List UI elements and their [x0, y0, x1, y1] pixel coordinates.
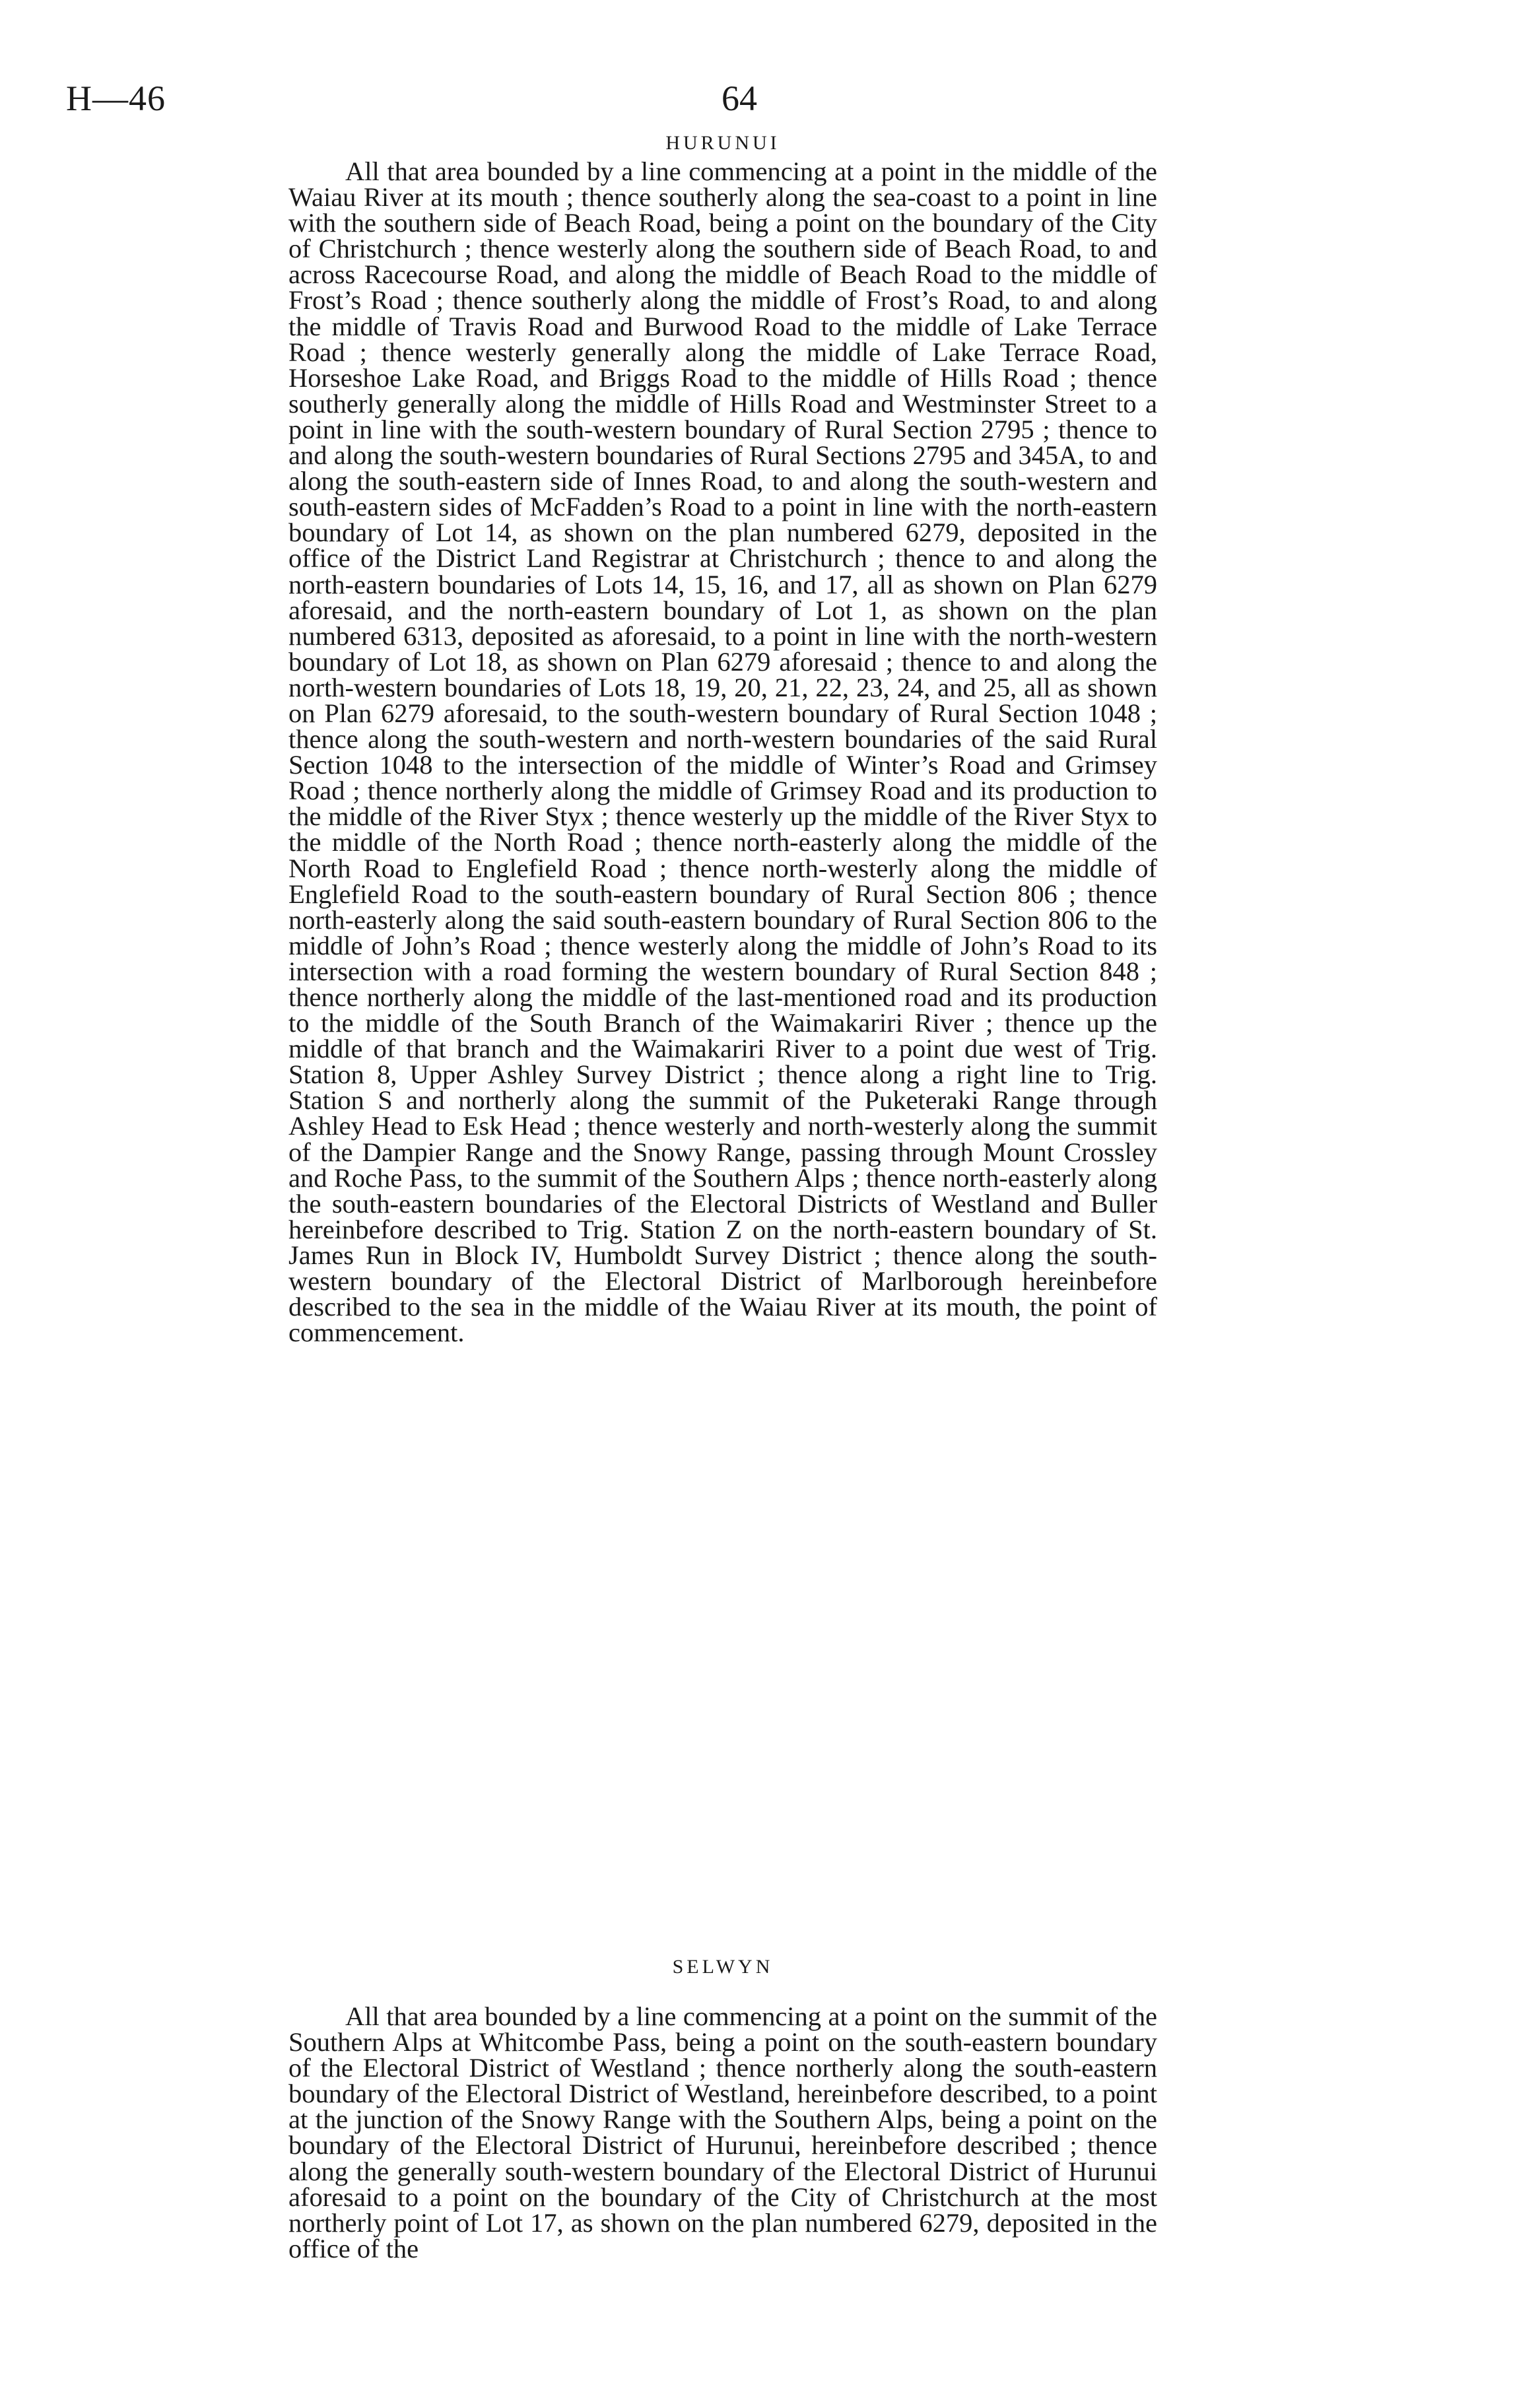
section-body-hurunui: All that area bounded by a line commencing at a point in the middle of the Waiau River at its mouth ; thence southerly along the sea-coast to a point in line with the southern side of Beach Road, being a point on the boundary of the City of Christchurch ; thence westerly along the southern side of Beach Road, to and across Racecourse Road, and along the middle of Beach Road to the middle of Frost’s Road ; thence southerly along the middle of Frost’s Road, to and along the middle of Travis Road and Burwood Road to the middle of Lake Terrace Road ; thence westerly generally along the middle of Lake Terrace Road, Horseshoe Lake Road, and Briggs Road to the middle of Hills Road ; thence southerly generally along the middle of Hills Road and Westminster Street to a point in line with the south-western boundary of Rural Section 2795 ; thence to and along the south-western boundaries of Rural Sections 2795 and 345A, to and along the south-eastern side of Innes Road, to and along the south-western and south-eastern sides of McFadden’s Road to a point in line with the north-eastern boundary of Lot 14, as shown on the plan numbered 6279, deposited in the office of the District Land Registrar at Christchurch ; thence to and along the north-eastern boundaries of Lots 14, 15, 16, and 17, all as shown on Plan 6279 aforesaid, and the north-eastern boundary of Lot 1, as shown on the plan numbered 6313, deposited as aforesaid, to a point in line with the north-western boundary of Lot 18, as shown on Plan 6279 aforesaid ; thence to and along the north-western boundaries of Lots 18, 19, 20, 21, 22, 23, 24, and 25, all as shown on Plan 6279 aforesaid, to the south-western boundary of Rural Section 1048 ; thence along the south-western and north-western boundaries of the said Rural Section 1048 to the intersection of the middle of Winter’s Road and Grimsey Road ; thence northerly along the middle of Grimsey Road and its production to the middle of the River Styx ; thence westerly up the middle of the River Styx to the middle of the North Road ; thence north-easterly along the middle of the North Road to Englefield Road ; thence north-westerly along the middle of Englefield Road to the south-eastern boundary of Rural Section 806 ; thence north-easterly along the said south-eastern boundary of Rural Section 806 to the middle of John’s Road ; thence westerly along the middle of John’s Road to its intersection with a road forming the western boundary of Rural Section 848 ; thence northerly along the middle of the last-mentioned road and its production to the middle of the South Branch of the Waimakariri River ; thence up the middle of that branch and the Waimakariri River to a point due west of Trig. Station 8, Upper Ashley Survey District ; thence along a right line to Trig. Station S and northerly along the summit of the Puketeraki Range through Ashley Head to Esk Head ; thence westerly and north-westerly along the summit of the Dampier Range and the Snowy Range, passing through Mount Crossley and Roche Pass, to the summit of the Southern Alps ; thence north-easterly along the south-eastern boundaries of the Electoral Districts of Westland and Buller hereinbefore described to Trig. Station Z on the north-eastern boundary of St. James Run in Block IV, Humboldt Survey District ; thence along the south-western boundary of the Electoral District of Marlborough hereinbefore described to the sea in the middle of the Waiau River at its mouth, the point of commencement. [288, 156, 1157, 1348]
section-heading-selwyn: SELWYN [672, 1956, 774, 1978]
page-number: 64 [722, 79, 757, 118]
section-heading-hurunui: HURUNUI [665, 132, 780, 154]
document-reference: H—46 [66, 79, 166, 118]
section-body-selwyn: All that area bounded by a line commencing at a point on the summit of the Southern Alps at Whitcombe Pass, being a point on the south-eastern boundary of the Electoral District of Westland ; thence northerly along the south-eastern boundary of the Electoral District of Westland, hereinbefore described, to a point at the junction of the Snowy Range with the Southern Alps, being a point on the boundary of the Electoral District of Hurunui, hereinbefore described ; thence along the generally south-western boundary of the Electoral District of Hurunui aforesaid to a point on the boundary of the City of Christchurch at the most northerly point of Lot 17, as shown on the plan numbered 6279, deposited in the office of the [288, 2001, 1157, 2263]
